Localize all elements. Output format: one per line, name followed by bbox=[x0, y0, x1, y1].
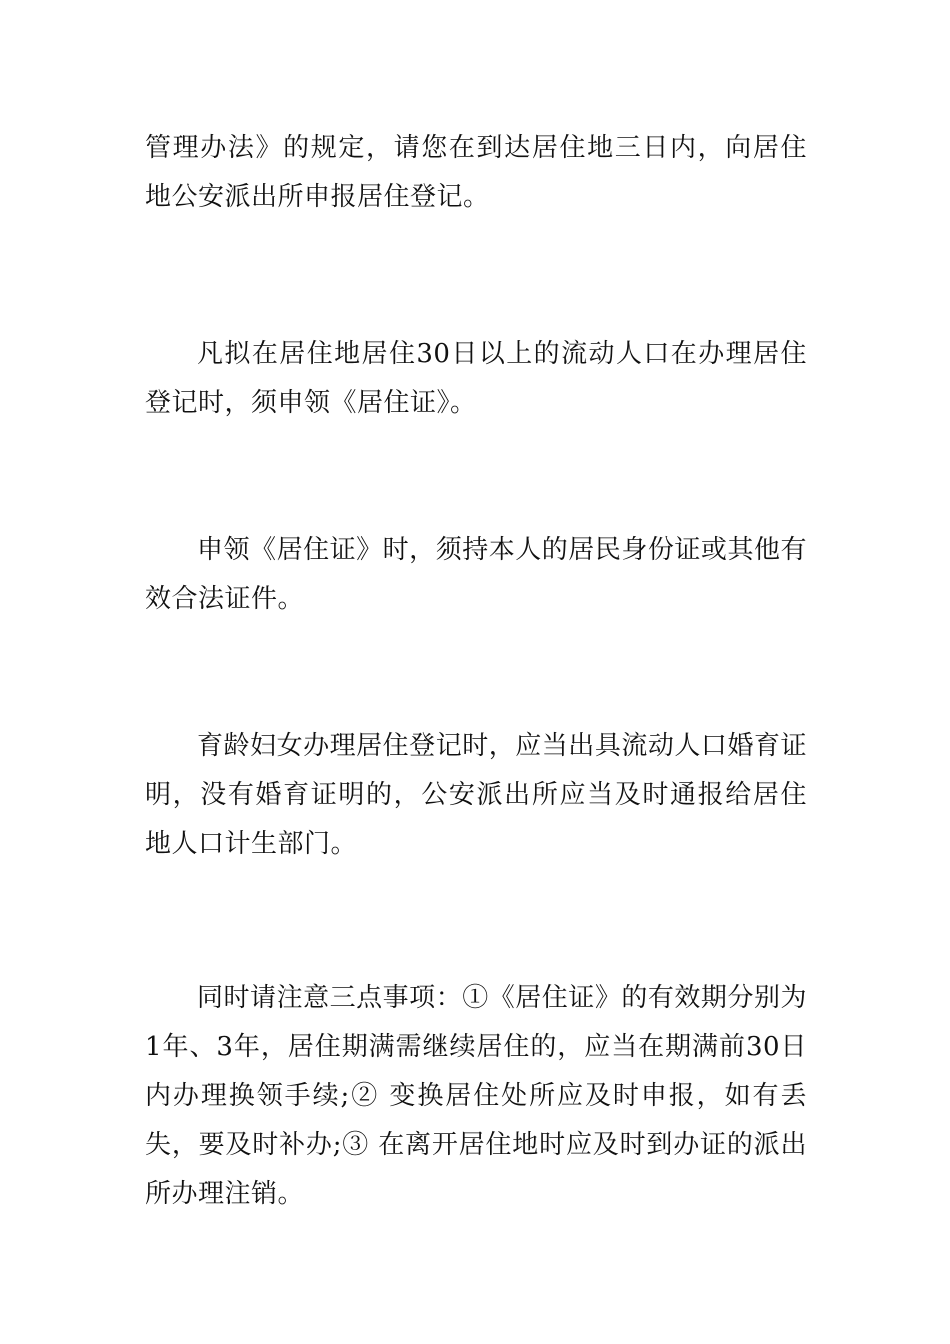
paragraph-marriage-certificate: 育龄妇女办理居住登记时，应当出具流动人口婚育证明，没有婚育证明的，公安派出所应当及时通报给居住地人口计生部门。 bbox=[145, 731, 807, 859]
paragraph-three-notes: 同时请注意三点事项：①《居住证》的有效期分别为1年、3年，居住期满需继续居住的，应当在期满前30日内办理换领手续;② 变换居住处所应及时申报，如有丢失，要及时补办;③ 在离开居住地时应及时到办证的派出所办理注销。 bbox=[145, 983, 807, 1209]
paragraph-id-documents: 申领《居住证》时，须持本人的居民身份证或其他有效合法证件。 bbox=[145, 535, 807, 614]
paragraph-registration-notice: 管理办法》的规定，请您在到达居住地三日内，向居住地公安派出所申报居住登记。 bbox=[145, 133, 807, 212]
paragraph-residence-permit-requirement: 凡拟在居住地居住30日以上的流动人口在办理居住登记时，须申领《居住证》。 bbox=[145, 339, 807, 418]
